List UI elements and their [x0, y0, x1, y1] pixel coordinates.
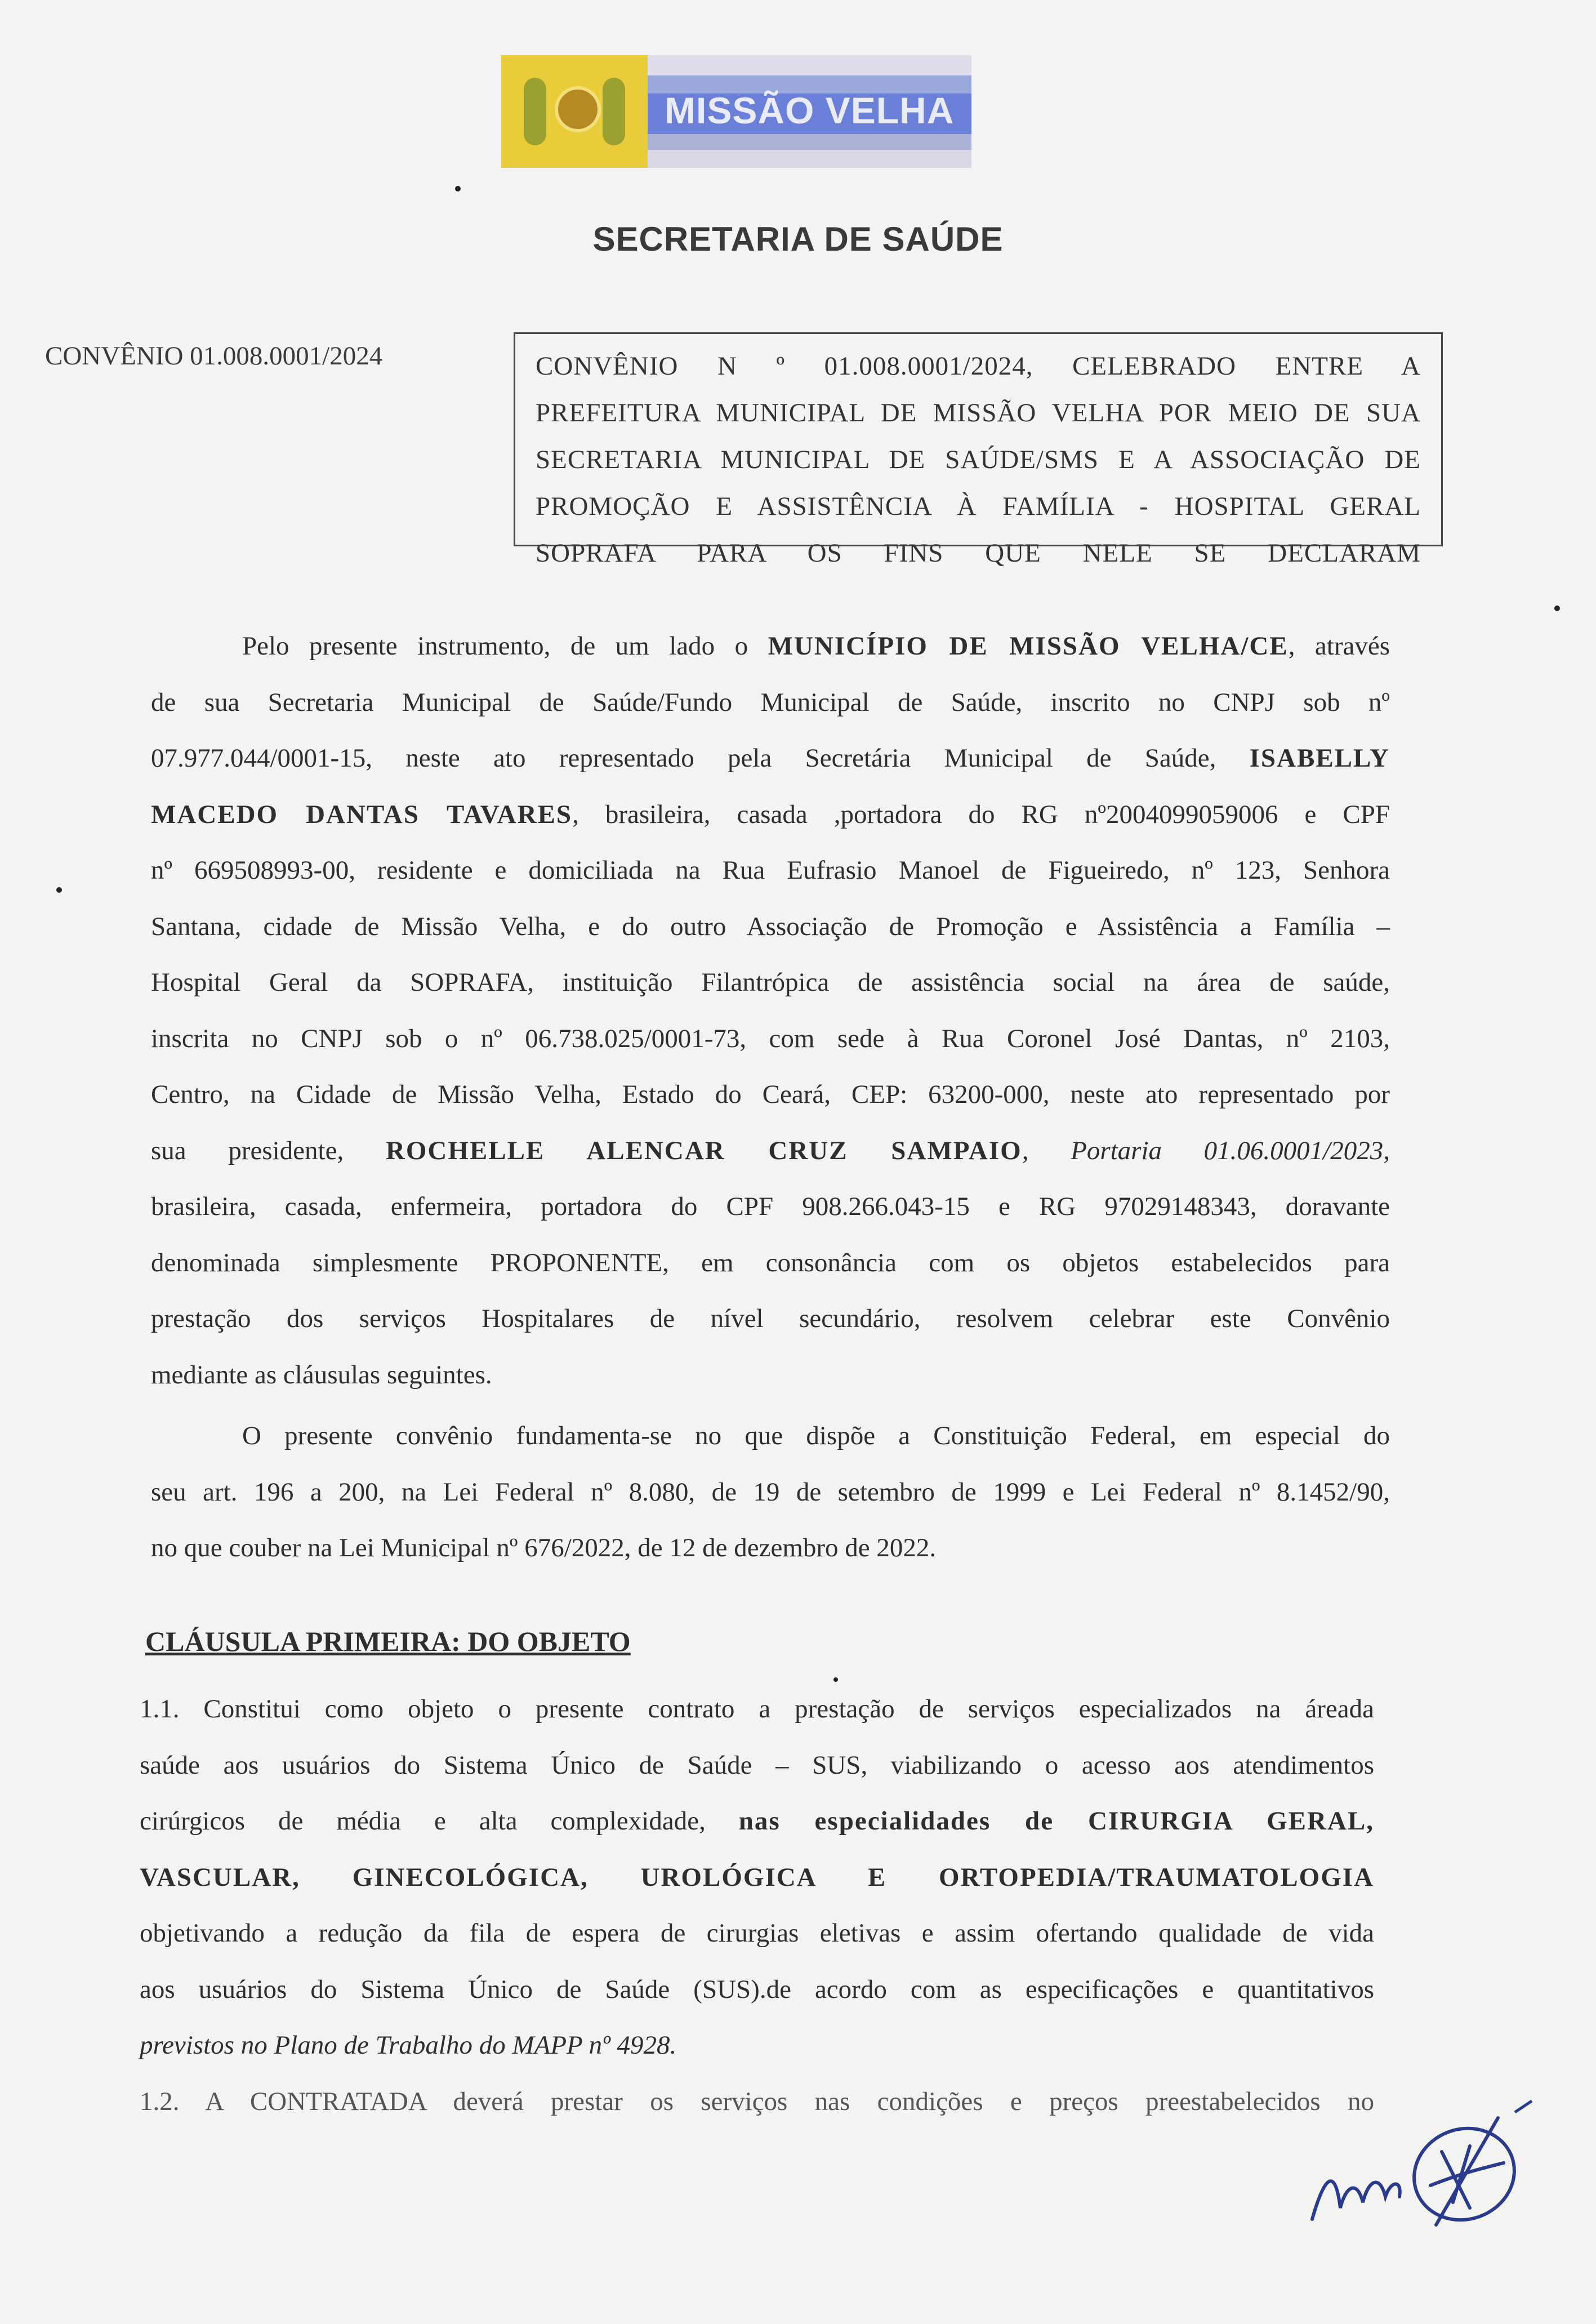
coat-of-arms-icon	[501, 55, 648, 168]
text-line: prestação dos serviços Hospitalares de nível secundário, resolvem celebrar este Convênio	[151, 1304, 1390, 1333]
text-line: Centro, na Cidade de Missão Velha, Estado do Ceará, CEP: 63200-000, neste ato representado por	[151, 1080, 1390, 1109]
text-line: Hospital Geral da SOPRAFA, instituição Filantrópica de assistência social na área de saúde,	[151, 968, 1390, 997]
page-title: SECRETARIA DE SAÚDE	[592, 220, 1004, 258]
convenio-label: CONVÊNIO 01.008.0001/2024	[45, 341, 383, 371]
text-line: MACEDO DANTAS TAVARES, brasileira, casada ,portadora do RG nº2004099059006 e CPF	[151, 799, 1390, 829]
text-line: previstos no Plano de Trabalho do MAPP nº 4928.	[140, 2031, 677, 2060]
clause-title: CLÁUSULA PRIMEIRA: DO OBJETO	[145, 1626, 631, 1657]
logo-text: MISSÃO VELHA	[665, 90, 955, 131]
text-line: Pelo presente instrumento, de um lado o MUNICÍPIO DE MISSÃO VELHA/CE, através	[242, 631, 1390, 661]
text-line: 07.977.044/0001-15, neste ato representado pela Secretária Municipal de Saúde, ISABELLY	[151, 743, 1390, 773]
text-line: cirúrgicos de média e alta complexidade, nas especialidades de CIRURGIA GERAL,	[140, 1806, 1374, 1836]
text-line: saúde aos usuários do Sistema Único de Saúde – SUS, viabilizando o acesso aos atendimentos	[140, 1750, 1374, 1780]
clause-one-paragraph	[140, 1681, 1374, 2130]
text-line: objetivando a redução da fila de espera de cirurgias eletivas e assim ofertando qualidade de vida	[140, 1918, 1374, 1948]
ementa-line: CONVÊNIO N º 01.008.0001/2024, CELEBRADO ENTRE A	[536, 351, 1421, 381]
fundamento-paragraph	[151, 1408, 1390, 1577]
text-line: denominada simplesmente PROPONENTE, em consonância com os objetos estabelecidos para	[151, 1248, 1390, 1277]
text-line: sua presidente, ROCHELLE ALENCAR CRUZ SAMPAIO, Portaria 01.06.0001/2023,	[151, 1136, 1390, 1165]
text-line: brasileira, casada, enfermeira, portadora do CPF 908.266.043-15 e RG 97029148343, doravante	[151, 1192, 1390, 1221]
ementa-line: PROMOÇÃO E ASSISTÊNCIA À FAMÍLIA - HOSPITAL GERAL	[536, 492, 1421, 521]
ementa-line: PREFEITURA MUNICIPAL DE MISSÃO VELHA POR MEIO DE SUA	[536, 398, 1421, 428]
text-line: no que couber na Lei Municipal nº 676/2022, de 12 de dezembro de 2022.	[151, 1533, 937, 1562]
ementa-line: SECRETARIA MUNICIPAL DE SAÚDE/SMS E A ASSOCIAÇÃO DE	[536, 445, 1421, 474]
text-line: VASCULAR, GINECOLÓGICA, UROLÓGICA E ORTOPEDIA/TRAUMATOLOGIA	[140, 1862, 1374, 1892]
ementa-box	[514, 332, 1443, 568]
text-line: 1.2. A CONTRATADA deverá prestar os serviços nas condições e preços preestabelecidos no	[140, 2086, 1374, 2116]
text-line: de sua Secretaria Municipal de Saúde/Fundo Municipal de Saúde, inscrito no CNPJ sob nº	[151, 687, 1390, 717]
text-line: O presente convênio fundamenta-se no que dispõe a Constituição Federal, em especial do	[242, 1421, 1390, 1450]
text-line: inscrita no CNPJ sob o nº 06.738.025/0001-73, com sede à Rua Coronel José Dantas, nº 2103,	[151, 1023, 1390, 1053]
text-line: mediante as cláusulas seguintes.	[151, 1360, 492, 1390]
text-line: aos usuários do Sistema Único de Saúde (SUS).de acordo com as especificações e quantitativos	[140, 1974, 1374, 2004]
text-line: nº 669508993-00, residente e domiciliada na Rua Eufrasio Manoel de Figueiredo, nº 123, Senhora	[151, 856, 1390, 885]
text-line: Santana, cidade de Missão Velha, e do outro Associação de Promoção e Assistência a Família –	[151, 911, 1390, 941]
municipality-logo	[501, 55, 971, 168]
handwritten-signature	[1301, 2095, 1537, 2242]
preamble-paragraph	[151, 618, 1390, 1403]
ementa-line: SOPRAFA PARA OS FINS QUE NELE SE DECLARAM	[536, 538, 1421, 568]
text-line: seu art. 196 a 200, na Lei Federal nº 8.080, de 19 de setembro de 1999 e Lei Federal nº 8.1452/90,	[151, 1477, 1390, 1507]
text-line: 1.1. Constitui como objeto o presente contrato a prestação de serviços especializados na áreada	[140, 1694, 1374, 1724]
